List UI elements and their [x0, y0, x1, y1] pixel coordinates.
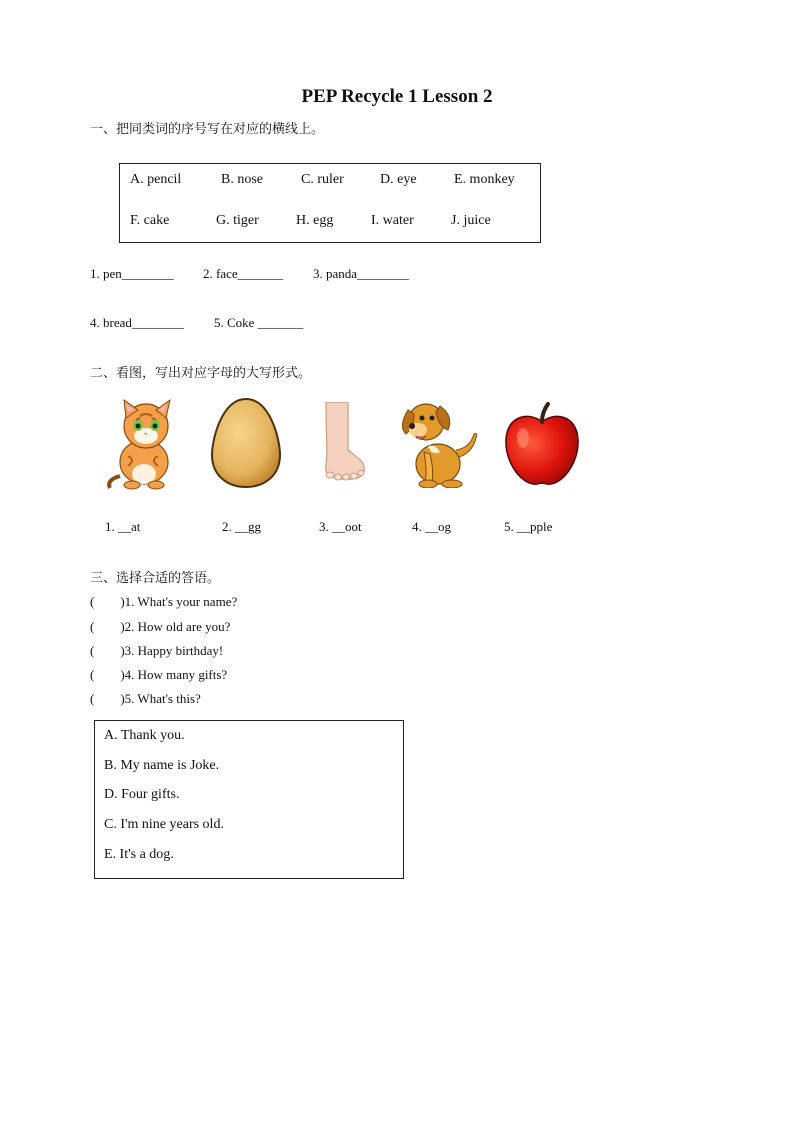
- cat-picture: [100, 396, 188, 490]
- answer-a: A. Thank you.: [104, 728, 185, 743]
- blank-pen[interactable]: 1. pen________: [90, 266, 174, 281]
- apple-picture: [503, 402, 581, 486]
- question-3[interactable]: ( )3. Happy birthday!: [90, 643, 224, 658]
- page-title: PEP Recycle 1 Lesson 2: [301, 86, 493, 107]
- word-pencil: A. pencil: [130, 172, 182, 187]
- blank-coke[interactable]: 5. Coke _______: [214, 315, 304, 330]
- picture-label-cat[interactable]: 1. __at: [105, 519, 141, 534]
- picture-label-apple[interactable]: 5. __pple: [504, 519, 553, 534]
- word-cake: F. cake: [130, 213, 170, 228]
- question-2[interactable]: ( )2. How old are you?: [90, 619, 231, 634]
- answer-c: C. I'm nine years old.: [104, 817, 224, 832]
- foot-picture: [318, 402, 370, 482]
- answer-e: E. It's a dog.: [104, 847, 174, 862]
- word-ruler: C. ruler: [301, 172, 344, 187]
- word-egg: H. egg: [296, 213, 334, 228]
- section3-heading: 三、选择合适的答语。: [90, 571, 221, 586]
- picture-label-dog[interactable]: 4. __og: [412, 519, 451, 534]
- question-1[interactable]: ( )1. What's your name?: [90, 594, 238, 609]
- egg-picture: [210, 397, 282, 489]
- dog-picture: [398, 396, 480, 488]
- blank-face[interactable]: 2. face_______: [203, 266, 284, 281]
- word-nose: B. nose: [221, 172, 263, 187]
- section1-heading: 一、把同类词的序号写在对应的横线上。: [90, 122, 325, 137]
- word-water: I. water: [371, 213, 414, 228]
- question-5[interactable]: ( )5. What's this?: [90, 691, 201, 706]
- question-4[interactable]: ( )4. How many gifts?: [90, 667, 228, 682]
- section2-heading: 二、看图，写出对应字母的大写形式。: [90, 366, 312, 381]
- blank-panda[interactable]: 3. panda________: [313, 266, 410, 281]
- answer-b: B. My name is Joke.: [104, 758, 220, 773]
- word-tiger: G. tiger: [216, 213, 259, 228]
- picture-label-egg[interactable]: 2. __gg: [222, 519, 261, 534]
- word-juice: J. juice: [451, 213, 491, 228]
- picture-label-foot[interactable]: 3. __oot: [319, 519, 362, 534]
- blank-bread[interactable]: 4. bread________: [90, 315, 184, 330]
- word-eye: D. eye: [380, 172, 417, 187]
- answer-d: D. Four gifts.: [104, 787, 180, 802]
- word-monkey: E. monkey: [454, 172, 515, 187]
